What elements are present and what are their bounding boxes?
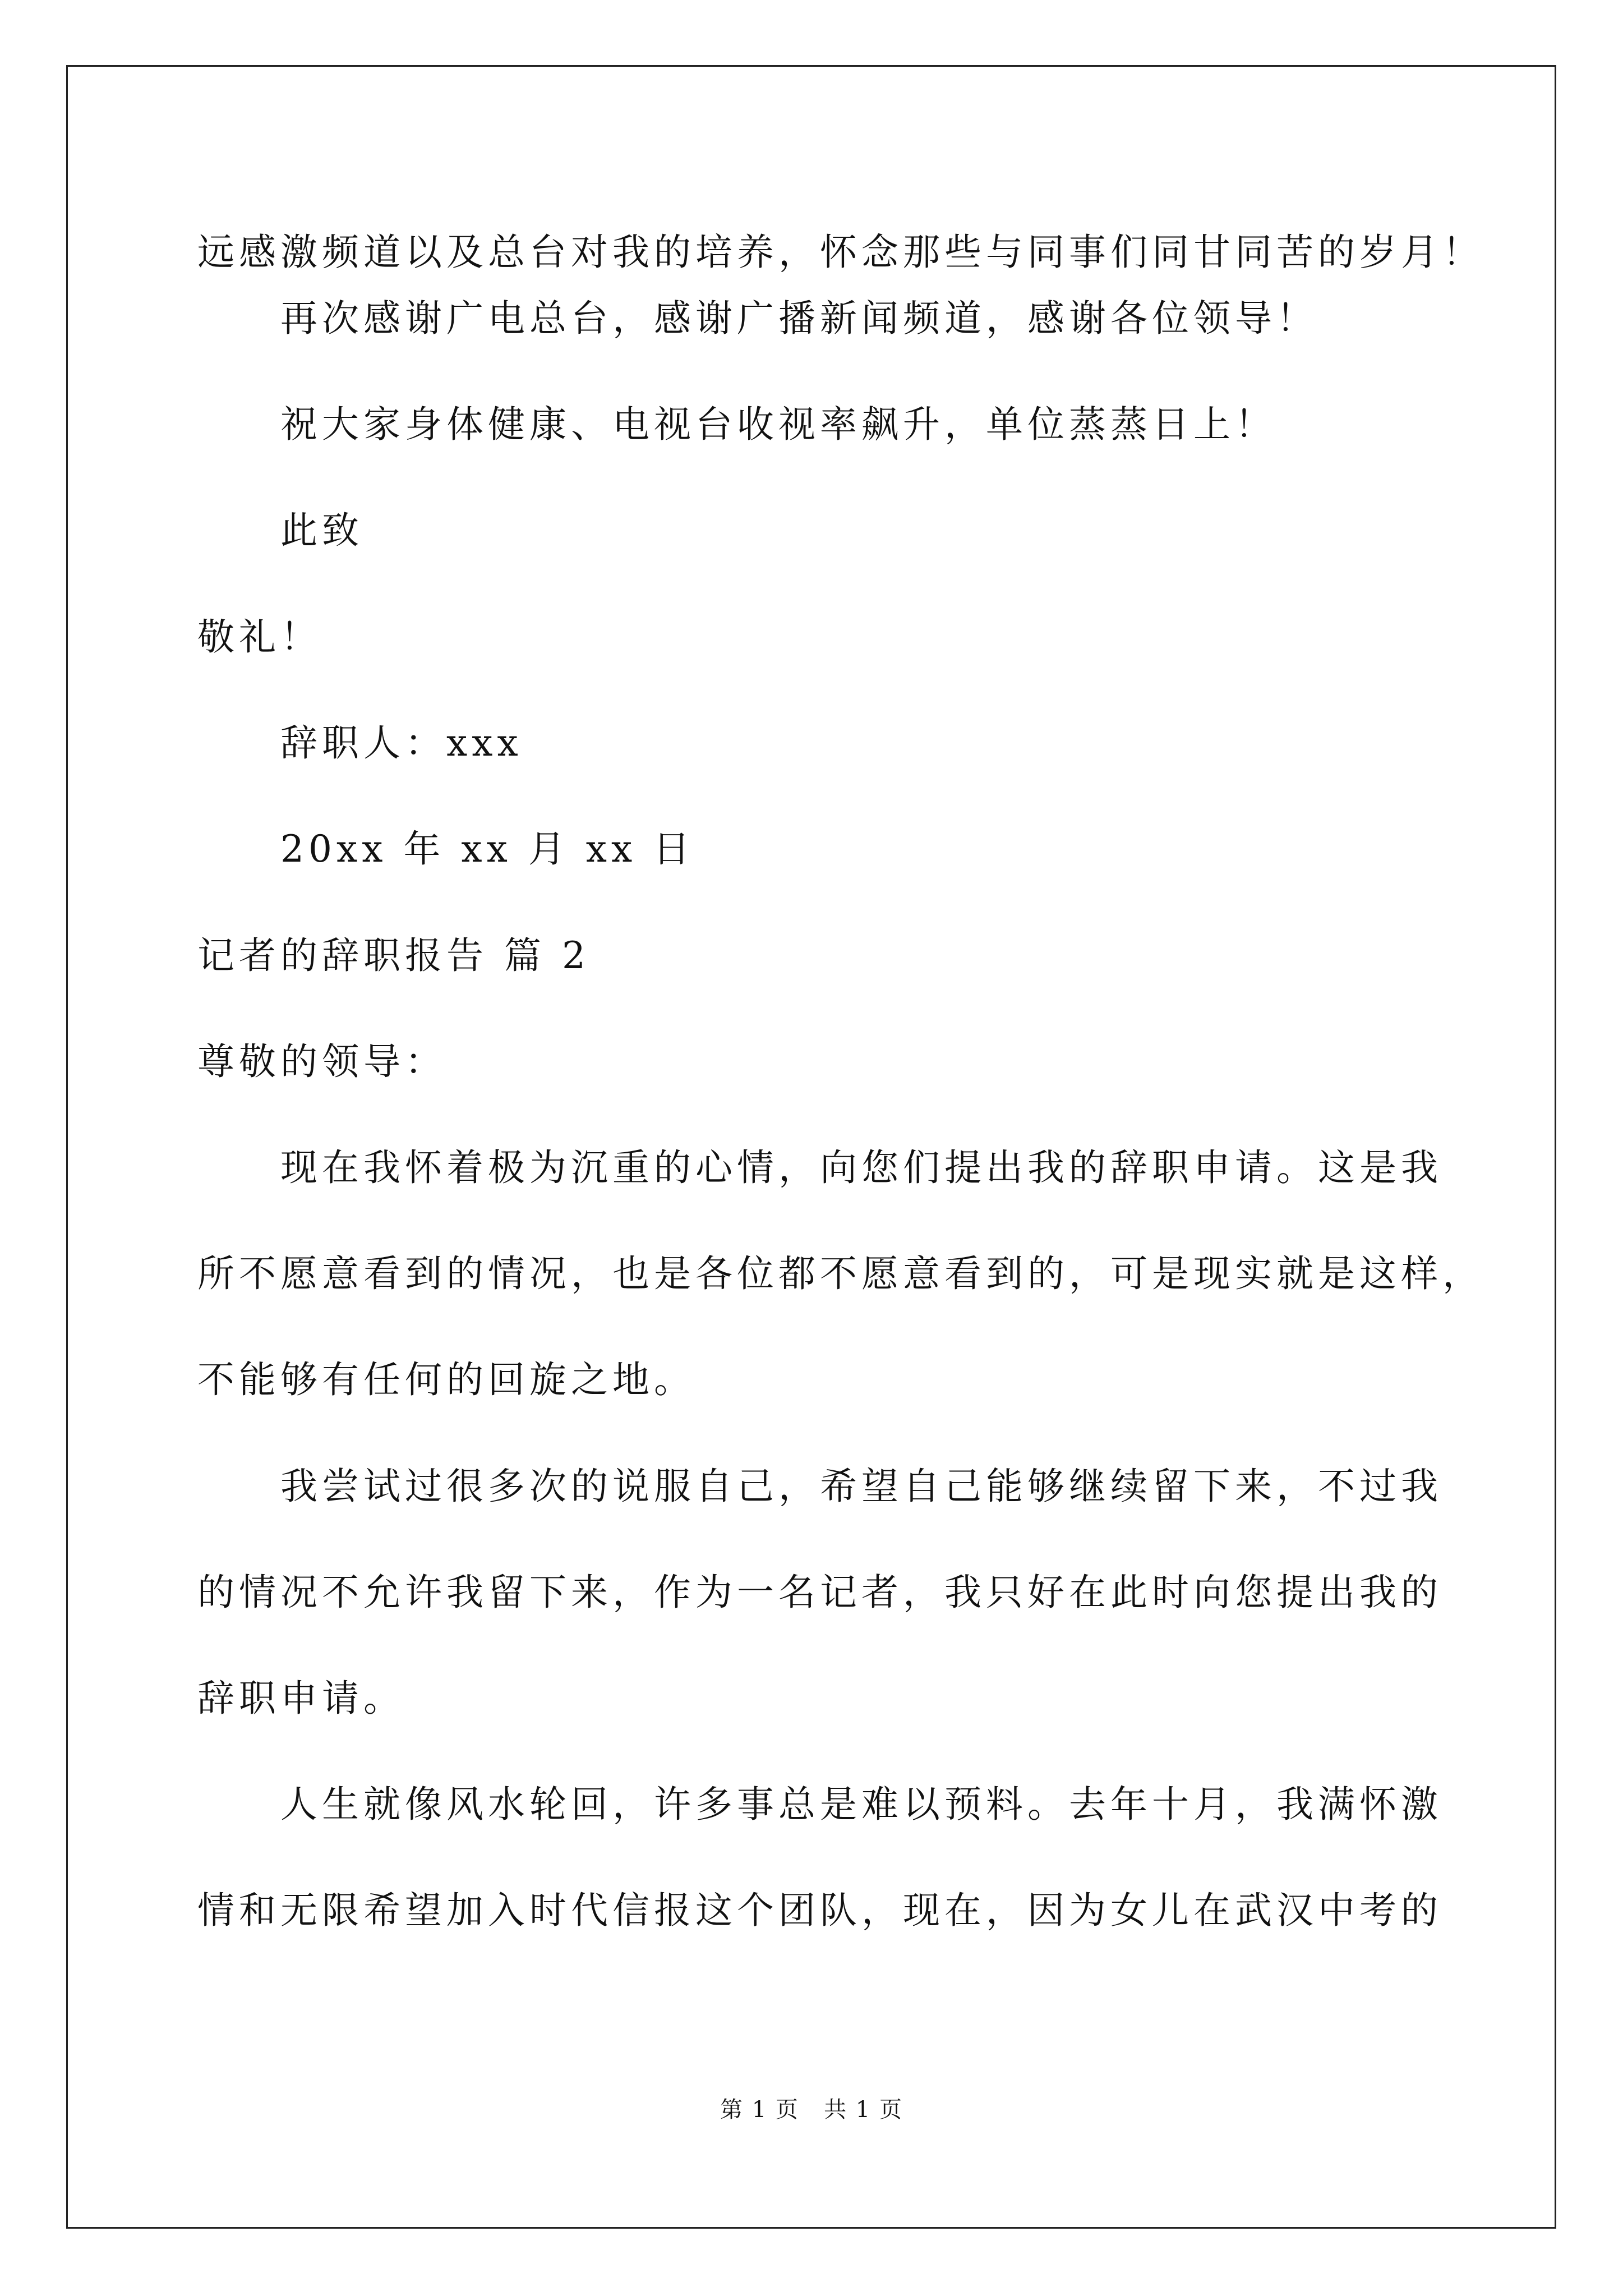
signature-line: 辞职人：xxx xyxy=(280,721,523,765)
page-number-footer: 第 1 页 共 1 页 xyxy=(720,2097,903,2123)
closing-line: 敬礼！ xyxy=(197,615,322,659)
paragraph-line: 远感激频道以及总台对我的培养，怀念那些与同事们同甘同苦的岁月！ xyxy=(197,231,1484,274)
paragraph-line: 我尝试过很多次的说服自己，希望自己能够继续留下来，不过我 xyxy=(280,1465,1442,1508)
section-heading: 记者的辞职报告 篇 2 xyxy=(197,934,590,977)
paragraph-line: 祝大家身体健康、电视台收视率飙升，单位蒸蒸日上！ xyxy=(280,403,1276,446)
paragraph-line: 再次感谢广电总台，感谢广播新闻频道，感谢各位领导！ xyxy=(280,297,1318,340)
paragraph-line: 情和无限希望加入时代信报这个团队，现在，因为女儿在武汉中考的 xyxy=(197,1889,1442,1932)
salutation: 尊敬的领导： xyxy=(197,1040,446,1083)
paragraph-line: 现在我怀着极为沉重的心情，向您们提出我的辞职申请。这是我 xyxy=(280,1146,1442,1189)
closing-line: 此致 xyxy=(280,509,363,552)
paragraph-line: 不能够有任何的回旋之地。 xyxy=(197,1358,695,1401)
paragraph-line: 所不愿意看到的情况，也是各位都不愿意看到的，可是现实就是这样， xyxy=(197,1252,1484,1295)
paragraph-line: 的情况不允许我留下来，作为一名记者，我只好在此时向您提出我的 xyxy=(197,1571,1442,1614)
paragraph-line: 人生就像风水轮回，许多事总是难以预料。去年十月，我满怀激 xyxy=(280,1783,1442,1826)
paragraph-line: 辞职申请。 xyxy=(197,1677,405,1720)
date-line: 20xx 年 xx 月 xx 日 xyxy=(280,827,695,871)
